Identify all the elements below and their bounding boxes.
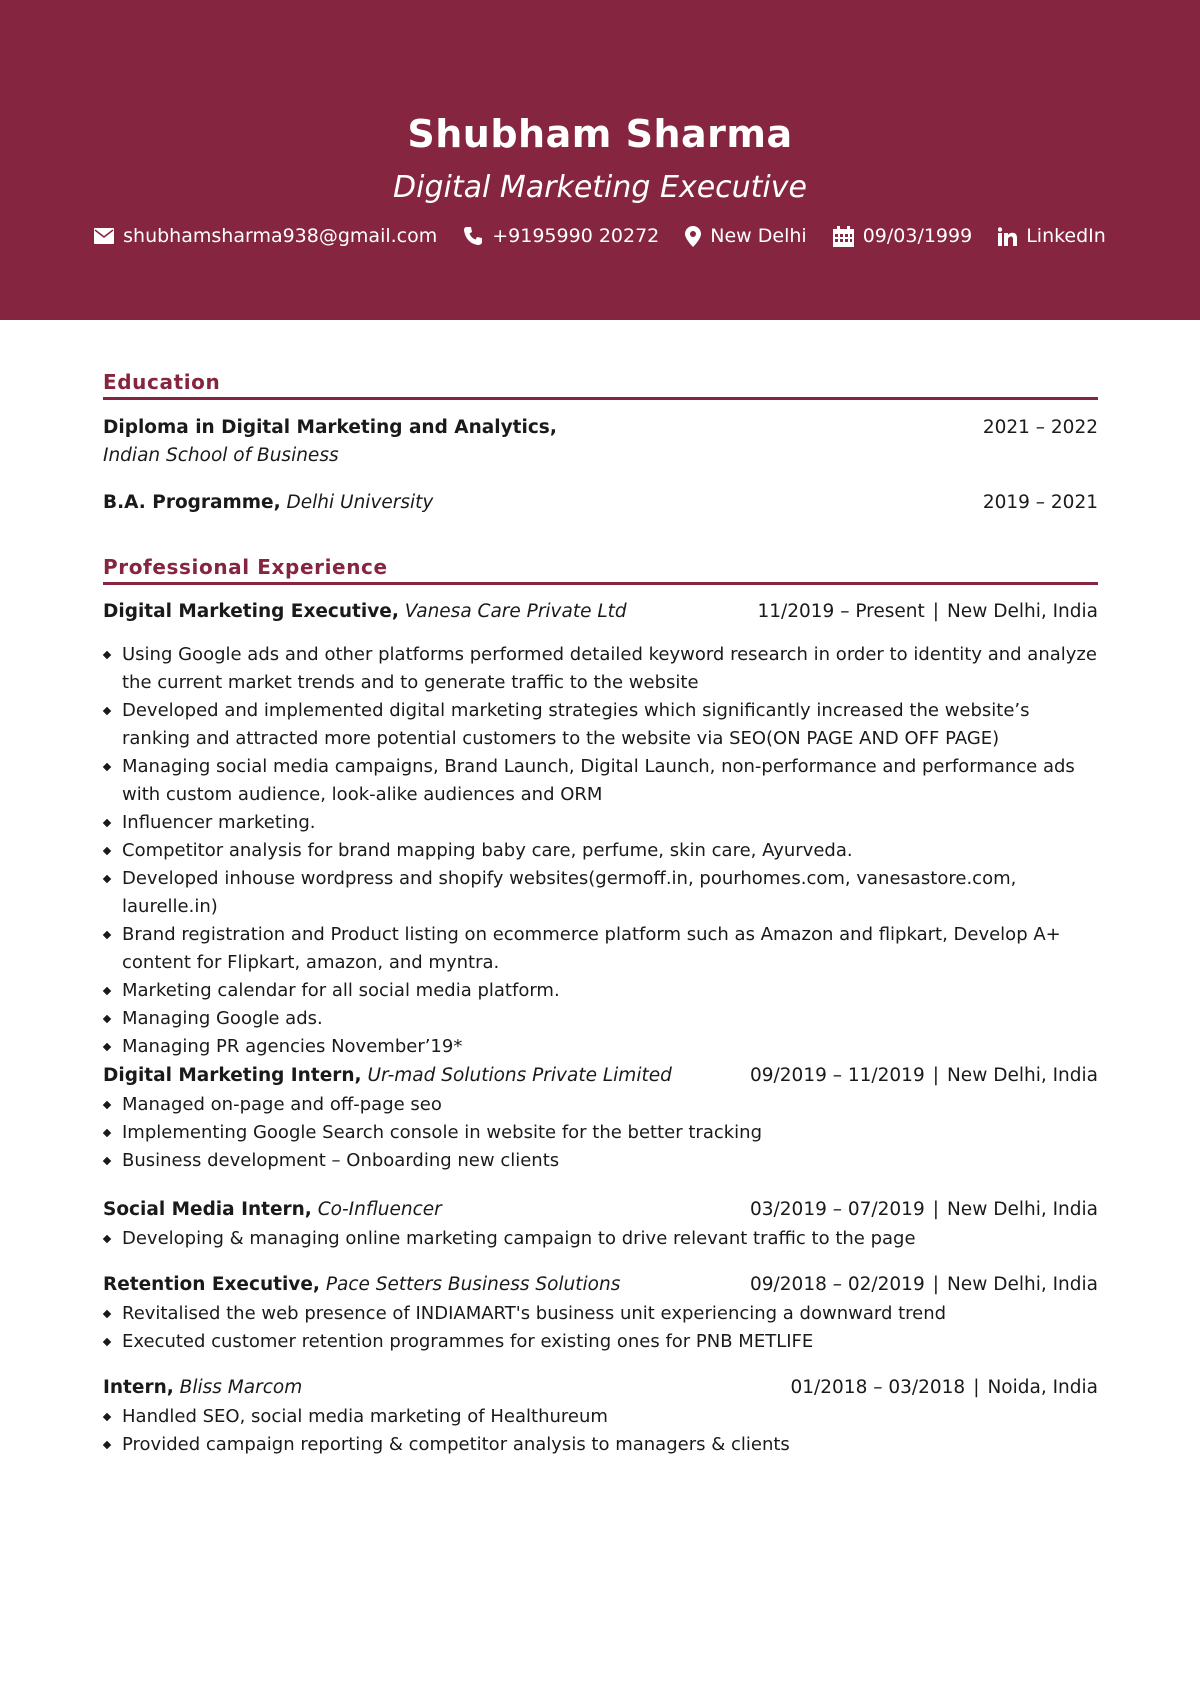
job-location: New Delhi, India xyxy=(946,1274,1098,1295)
resume-header xyxy=(0,0,1200,320)
education-entry xyxy=(103,417,1098,438)
job-company: Pace Setters Business Solutions xyxy=(325,1274,621,1295)
job-dates: 11/2019 – Present xyxy=(757,601,925,622)
job-header: Intern, Bliss Marcom 01/2018 – 03/2018 | Noida, India xyxy=(103,1377,1098,1398)
job-dates: 03/2019 – 07/2019 xyxy=(750,1199,925,1220)
candidate-name: Shubham Sharma xyxy=(407,112,793,156)
list-item: Managing social media campaigns, Brand Launch, Digital Launch, non-performance and performance ads with custom audience, look-alike audiences and ORM xyxy=(103,753,1098,809)
job-bullets xyxy=(103,1403,1098,1459)
list-item: Handled SEO, social media marketing of Healthureum xyxy=(103,1403,1098,1431)
list-item: Developed inhouse wordpress and shopify websites(germoff.in, pourhomes.com, vanesastore.com, laurelle.in) xyxy=(103,865,1098,921)
job-company: Co-Influencer xyxy=(317,1199,442,1220)
list-item: Executed customer retention programmes for existing ones for PNB METLIFE xyxy=(103,1328,1098,1356)
dob-text: 09/03/1999 xyxy=(862,225,973,247)
degree: B.A. Programme, xyxy=(103,492,281,513)
list-item: Marketing calendar for all social media platform. xyxy=(103,977,1098,1005)
list-item: Developed and implemented digital marketing strategies which significantly increased the website’s ranking and attracted more potential customers to the website via SEO(ON PAGE AND OFF PAGE) xyxy=(103,697,1098,753)
degree: Diploma in Digital Marketing and Analytics, xyxy=(103,417,557,438)
phone-icon xyxy=(463,226,483,246)
section-title-education: Education xyxy=(103,370,221,394)
education-entry xyxy=(103,492,1098,513)
job-company: Ur-mad Solutions Private Limited xyxy=(367,1065,672,1086)
email-text: shubhamsharma938@gmail.com xyxy=(123,225,438,247)
job-role: Digital Marketing Executive, xyxy=(103,601,399,622)
job-bullets xyxy=(103,1225,1098,1253)
section-title-experience: Professional Experience xyxy=(103,555,388,579)
job-location: New Delhi, India xyxy=(946,1199,1098,1220)
job-role: Intern, xyxy=(103,1377,174,1398)
job-dates: 09/2019 – 11/2019 xyxy=(750,1065,925,1086)
school: Delhi University xyxy=(286,492,434,513)
education-dates: 2019 – 2021 xyxy=(982,492,1098,513)
contact-linkedin[interactable] xyxy=(998,225,1106,247)
job-header: Social Media Intern, Co-Influencer 03/2019 – 07/2019 | New Delhi, India xyxy=(103,1199,1098,1220)
job-dates: 01/2018 – 03/2018 xyxy=(790,1377,966,1398)
contact-phone[interactable] xyxy=(463,225,659,247)
job-header: Retention Executive, Pace Setters Business Solutions 09/2018 – 02/2019 | New Delhi, India xyxy=(103,1274,1098,1295)
job-location: New Delhi, India xyxy=(946,1065,1098,1086)
list-item: Managing Google ads. xyxy=(103,1005,1098,1033)
list-item: Implementing Google Search console in website for the better tracking xyxy=(103,1119,1098,1147)
job-dates: 09/2018 – 02/2019 xyxy=(750,1274,925,1295)
list-item: Managed on-page and off-page seo xyxy=(103,1091,1098,1119)
candidate-role: Digital Marketing Executive xyxy=(393,170,807,205)
job-location: Noida, India xyxy=(987,1377,1098,1398)
map-pin-icon xyxy=(685,226,701,247)
job-header: Digital Marketing Executive, Vanesa Care Private Ltd 11/2019 – Present | New Delhi, India xyxy=(103,601,1098,622)
contact-bar xyxy=(0,225,1200,247)
contact-dob xyxy=(833,225,973,247)
list-item: Influencer marketing. xyxy=(103,809,1098,837)
school: Indian School of Business xyxy=(103,445,339,466)
section-divider xyxy=(103,397,1098,400)
phone-text: +9195990 20272 xyxy=(492,225,660,247)
list-item: Revitalised the web presence of INDIAMART's business unit experiencing a downward trend xyxy=(103,1300,1098,1328)
job-company: Vanesa Care Private Ltd xyxy=(404,601,627,622)
education-dates: 2021 – 2022 xyxy=(982,417,1098,438)
job-company: Bliss Marcom xyxy=(179,1377,303,1398)
envelope-icon xyxy=(94,228,114,244)
linkedin-icon xyxy=(998,227,1017,246)
list-item: Brand registration and Product listing on ecommerce platform such as Amazon and flipkart, Develop A+ content for Flipkart, amazon, and myntra. xyxy=(103,921,1098,977)
job-header: Digital Marketing Intern, Ur-mad Solutions Private Limited 09/2019 – 11/2019 | New Delhi, India xyxy=(103,1065,1098,1086)
calendar-icon xyxy=(833,226,854,247)
job-bullets xyxy=(103,1091,1098,1175)
job-role: Retention Executive, xyxy=(103,1274,320,1295)
list-item: Using Google ads and other platforms performed detailed keyword research in order to identity and analyze the current market trends and to generate traffic to the website xyxy=(103,641,1098,697)
list-item: Provided campaign reporting & competitor analysis to managers & clients xyxy=(103,1431,1098,1459)
job-location: New Delhi, India xyxy=(946,601,1098,622)
job-role: Social Media Intern, xyxy=(103,1199,312,1220)
job-bullets xyxy=(103,641,1098,1061)
list-item: Business development – Onboarding new clients xyxy=(103,1147,1098,1175)
list-item: Managing PR agencies November’19* xyxy=(103,1033,1098,1061)
linkedin-text: LinkedIn xyxy=(1026,225,1106,247)
job-role: Digital Marketing Intern, xyxy=(103,1065,362,1086)
contact-email[interactable] xyxy=(94,225,437,247)
list-item: Developing & managing online marketing campaign to drive relevant traffic to the page xyxy=(103,1225,1098,1253)
list-item: Competitor analysis for brand mapping baby care, perfume, skin care, Ayurveda. xyxy=(103,837,1098,865)
contact-location xyxy=(685,225,806,247)
section-divider xyxy=(103,582,1098,585)
job-bullets xyxy=(103,1300,1098,1356)
location-text: New Delhi xyxy=(710,225,807,247)
